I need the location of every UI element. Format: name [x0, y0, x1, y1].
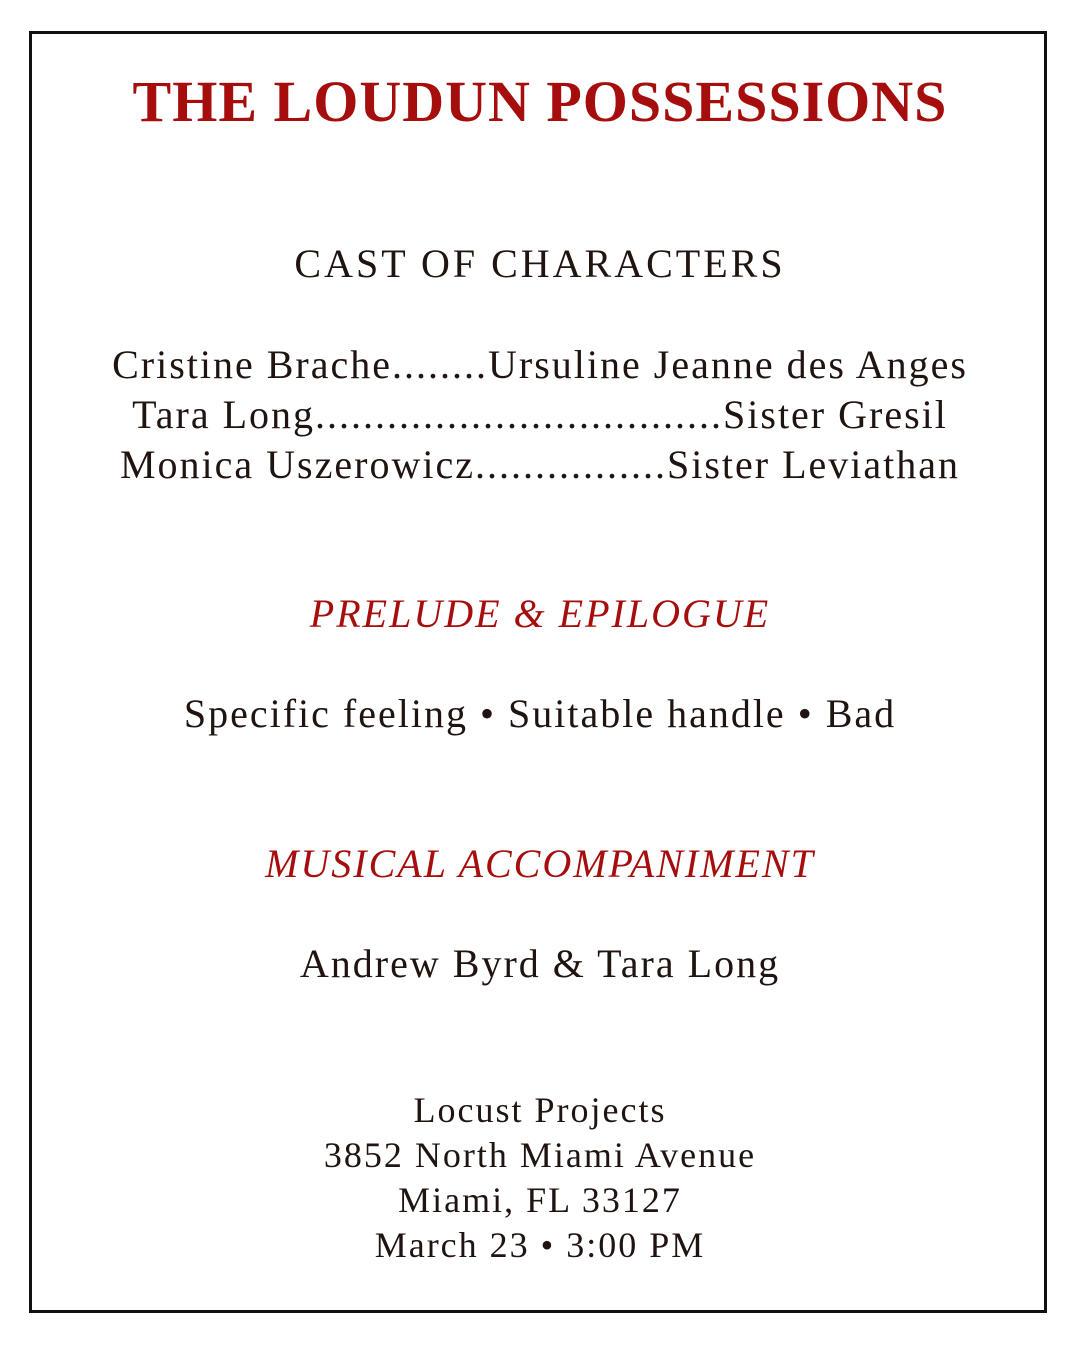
cast-list [0, 340, 1080, 490]
cast-row: Tara Long..................................Sister Gresil [132, 392, 948, 437]
prelude-heading: PRELUDE & EPILOGUE [309, 591, 771, 636]
venue-street: 3852 North Miami Avenue [323, 1135, 757, 1175]
music-line: Andrew Byrd & Tara Long [299, 941, 781, 986]
venue-city: Miami, FL 33127 [398, 1180, 682, 1220]
cast-row: Cristine Brache........Ursuline Jeanne des Anges [112, 342, 968, 387]
venue-block [0, 1088, 1080, 1268]
music-heading: MUSICAL ACCOMPANIMENT [265, 841, 815, 886]
venue-name: Locust Projects [413, 1090, 667, 1130]
cast-heading: CAST OF CHARACTERS [294, 241, 786, 286]
page-title: THE LOUDUN POSSESSIONS [132, 69, 948, 134]
prelude-line: Specific feeling • Suitable handle • Bad [183, 691, 897, 736]
venue-datetime: March 23 • 3:00 PM [374, 1225, 706, 1265]
cast-row: Monica Uszerowicz................Sister Leviathan [119, 442, 960, 487]
